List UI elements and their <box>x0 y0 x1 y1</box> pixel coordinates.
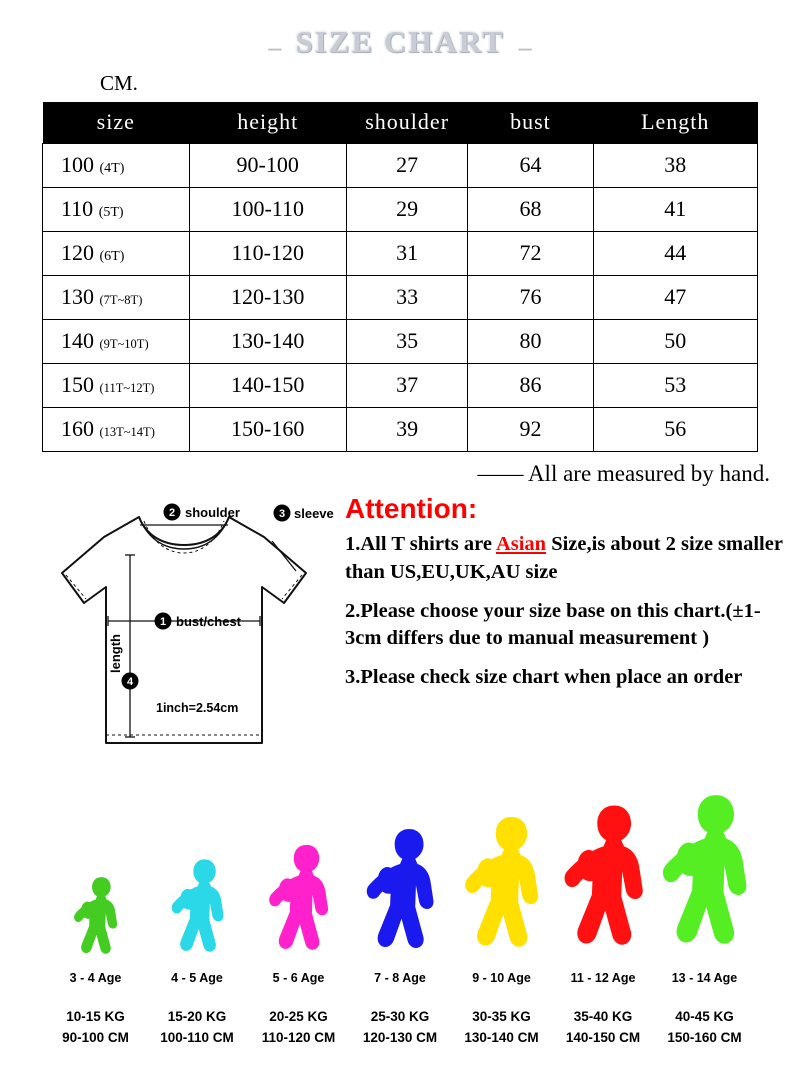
size-table <box>42 102 758 452</box>
cell-length: 53 <box>593 364 757 408</box>
height-label: 120-130 CM <box>362 1029 438 1045</box>
weight-label: 30-35 KG <box>472 1009 531 1024</box>
cell-shoulder: 31 <box>346 232 468 276</box>
child-silhouette-icon <box>168 850 227 965</box>
measured-by-hand-note: —— All are measured by hand. <box>477 461 770 487</box>
silhouette-column <box>657 780 752 965</box>
weight-height-cell <box>454 1007 549 1049</box>
age-label: 11 - 12 Age <box>570 971 636 985</box>
height-label: 100-110 CM <box>160 1029 234 1045</box>
size-age: (7T~8T) <box>99 293 143 308</box>
weight-height-cell <box>353 1007 448 1049</box>
silhouette-column <box>251 834 346 965</box>
cell-size <box>43 232 190 276</box>
silhouette-column <box>556 791 651 965</box>
unit-label: CM. <box>100 71 138 96</box>
weight-height-row <box>0 1007 800 1049</box>
height-label: 90-100 CM <box>62 1029 129 1045</box>
weight-label: 35-40 KG <box>573 1009 633 1024</box>
svg-text:bust/chest: bust/chest <box>176 614 242 630</box>
attention-item-1-before: 1.All T shirts are <box>345 533 496 556</box>
svg-text:1: 1 <box>159 616 167 629</box>
table-row <box>43 320 758 364</box>
silhouette-column <box>150 850 245 965</box>
cell-length: 47 <box>593 276 757 320</box>
age-label: 4 - 5 Age <box>171 971 223 985</box>
cell-size <box>43 408 190 452</box>
size-table-container <box>42 102 758 452</box>
attention-item-1 <box>345 531 785 586</box>
age-labels-row <box>0 971 800 985</box>
age-silhouette-section <box>0 775 800 1049</box>
cell-height: 110-120 <box>189 232 346 276</box>
cell-shoulder: 37 <box>346 364 468 408</box>
cell-height: 100-110 <box>189 188 346 232</box>
child-silhouette-icon <box>559 791 648 965</box>
title-dash-right: – <box>518 33 532 63</box>
weight-label: 15-20 KG <box>167 1009 227 1024</box>
cell-height: 150-160 <box>189 408 346 452</box>
attention-block <box>345 493 785 703</box>
svg-text:1inch=2.54cm: 1inch=2.54cm <box>156 701 239 716</box>
tshirt-icon <box>44 495 334 770</box>
cell-shoulder: 35 <box>346 320 468 364</box>
column-header-length: Length <box>593 102 757 144</box>
silhouette-column <box>48 869 143 965</box>
cell-bust: 76 <box>468 276 593 320</box>
weight-label: 40-45 KG <box>675 1009 734 1024</box>
age-label: 5 - 6 Age <box>272 971 325 985</box>
height-label: 110-120 CM <box>261 1029 336 1045</box>
attention-title: Attention: <box>345 493 478 525</box>
size-age: (9T~10T) <box>99 337 149 352</box>
height-label: 140-150 CM <box>565 1029 641 1045</box>
cell-length: 38 <box>593 144 757 188</box>
svg-text:shoulder: shoulder <box>185 505 240 521</box>
title-dash-left: – <box>268 33 282 63</box>
svg-text:3: 3 <box>278 508 286 521</box>
silhouette-row <box>0 775 800 965</box>
table-row <box>43 408 758 452</box>
cell-length: 50 <box>593 320 757 364</box>
size-value: 100 <box>61 152 94 178</box>
attention-item-3: 3.Please check size chart when place an order <box>345 666 743 689</box>
diagram-and-attention-section <box>0 487 800 772</box>
cell-shoulder: 27 <box>346 144 468 188</box>
svg-text:length: length <box>108 634 123 674</box>
size-age: (13T~14T) <box>99 425 155 440</box>
age-label: 3 - 4 Age <box>69 971 122 985</box>
cell-size <box>43 320 190 364</box>
table-row <box>43 276 758 320</box>
child-silhouette-icon <box>71 869 120 965</box>
silhouette-column <box>454 804 549 965</box>
weight-label: 10-15 KG <box>66 1009 125 1024</box>
cell-bust: 68 <box>468 188 593 232</box>
size-age: (6T) <box>99 249 125 265</box>
age-label: 13 - 14 Age <box>671 971 738 985</box>
child-silhouette-icon <box>460 804 543 965</box>
page-title-text: SIZE CHART <box>295 24 505 59</box>
cell-height: 90-100 <box>189 144 346 188</box>
size-value: 150 <box>61 372 94 398</box>
child-silhouette-icon <box>657 780 752 965</box>
size-age: (4T) <box>99 161 125 177</box>
size-age: (5T) <box>98 205 124 221</box>
cell-shoulder: 39 <box>346 408 468 452</box>
size-value: 110 <box>61 196 94 222</box>
svg-text:2: 2 <box>168 507 176 520</box>
svg-text:4: 4 <box>126 676 134 689</box>
size-value: 140 <box>61 328 94 354</box>
cell-size <box>43 144 190 188</box>
weight-height-cell <box>251 1007 346 1049</box>
svg-text:sleeve: sleeve <box>294 506 334 522</box>
size-value: 130 <box>61 284 94 310</box>
cell-bust: 72 <box>468 232 593 276</box>
child-silhouette-icon <box>362 817 438 965</box>
table-header-row <box>43 102 758 144</box>
cell-height: 130-140 <box>189 320 346 364</box>
table-row <box>43 188 758 232</box>
attention-item-1-after: Size,is about 2 size smaller than US,EU,UK,AU size <box>345 533 783 583</box>
cell-bust: 64 <box>468 144 593 188</box>
attention-item-2: 2.Please choose your size base on this chart.(±1-3cm differs due to manual measurement ) <box>345 599 761 650</box>
cell-bust: 86 <box>468 364 593 408</box>
column-header-shoulder: shoulder <box>346 102 468 144</box>
cell-bust: 80 <box>468 320 593 364</box>
cell-size <box>43 188 190 232</box>
cell-length: 41 <box>593 188 757 232</box>
weight-height-cell <box>48 1007 143 1049</box>
cell-size <box>43 364 190 408</box>
column-header-bust: bust <box>468 102 593 144</box>
table-row <box>43 232 758 276</box>
cell-height: 120-130 <box>189 276 346 320</box>
tshirt-measurement-diagram <box>44 495 334 770</box>
weight-height-cell <box>657 1007 752 1049</box>
cell-bust: 92 <box>468 408 593 452</box>
child-silhouette-icon <box>265 834 332 965</box>
weight-height-cell <box>150 1007 245 1049</box>
height-label: 130-140 CM <box>464 1029 539 1045</box>
age-label: 7 - 8 Age <box>374 971 426 985</box>
size-value: 120 <box>61 240 94 266</box>
size-age: (11T~12T) <box>99 381 155 396</box>
cell-length: 44 <box>593 232 757 276</box>
table-row <box>43 144 758 188</box>
weight-label: 25-30 KG <box>370 1009 430 1024</box>
cell-size <box>43 276 190 320</box>
cell-shoulder: 29 <box>346 188 468 232</box>
column-header-size: size <box>43 102 190 144</box>
column-header-height: height <box>189 102 346 144</box>
age-label: 9 - 10 Age <box>472 971 531 985</box>
cell-length: 56 <box>593 408 757 452</box>
asian-size-highlight: Asian <box>495 533 547 556</box>
weight-label: 20-25 KG <box>269 1009 328 1024</box>
size-value: 160 <box>61 416 94 442</box>
table-row <box>43 364 758 408</box>
weight-height-cell <box>556 1007 651 1049</box>
height-label: 150-160 CM <box>667 1029 742 1045</box>
cell-height: 140-150 <box>189 364 346 408</box>
silhouette-column <box>353 817 448 965</box>
page-title <box>0 0 800 63</box>
cell-shoulder: 33 <box>346 276 468 320</box>
